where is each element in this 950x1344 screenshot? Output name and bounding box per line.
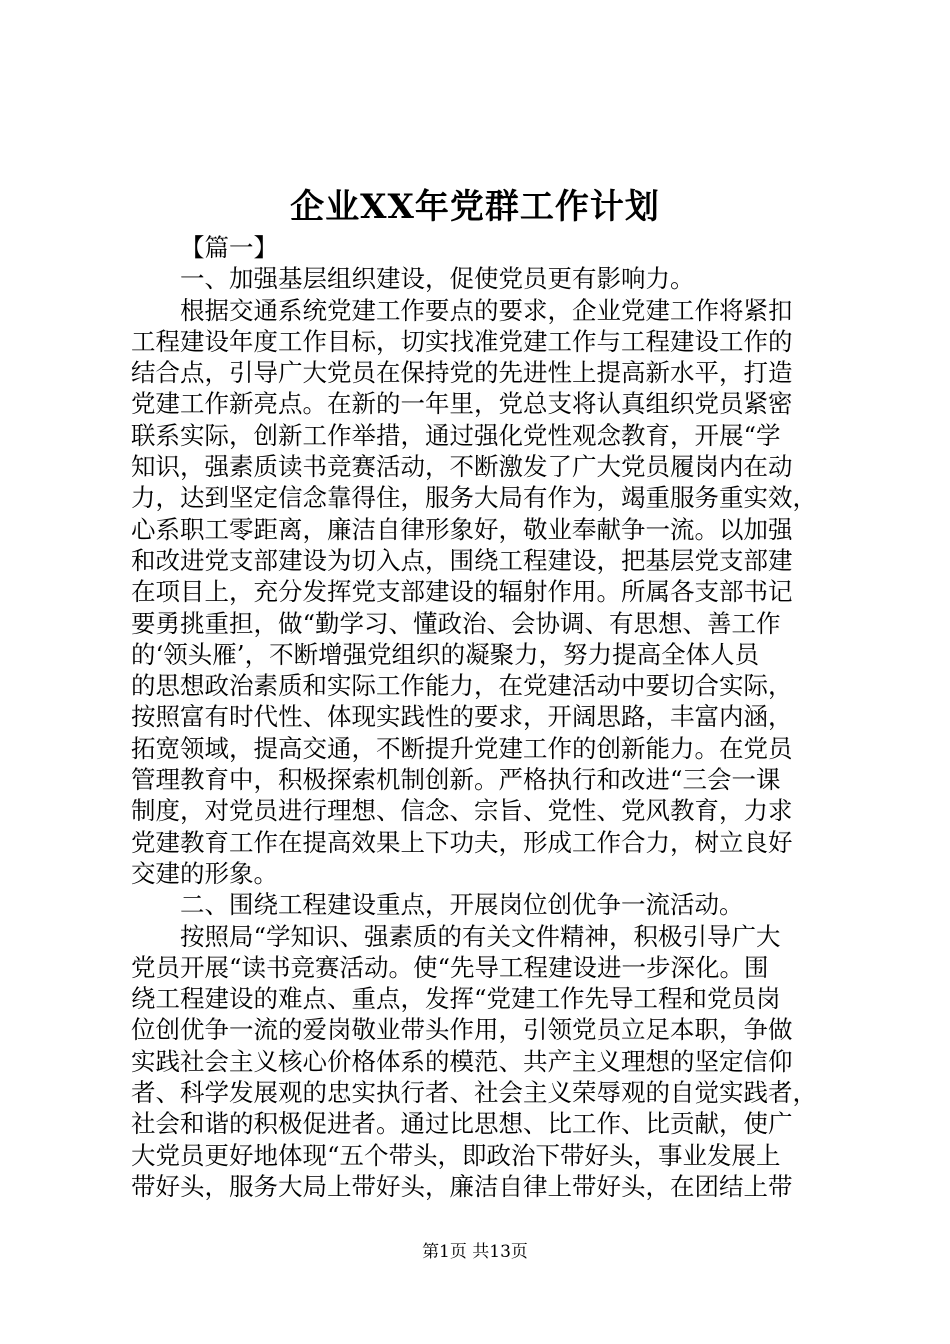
paragraph-line: 党员开展“读书竞赛活动。使“先导工程建设进一步深化。围 — [131, 952, 769, 982]
paragraph-line: 联系实际，创新工作举措，通过强化党性观念教育，开展“学 — [131, 420, 781, 450]
document-title: 企业XX年党群工作计划 — [290, 187, 660, 227]
paragraph-line: 交建的形象。 — [131, 858, 278, 888]
paragraph-line: 党建教育工作在提高效果上下功夫，形成工作合力，树立良好 — [131, 827, 793, 857]
paragraph-line: 带好头，服务大局上带好头，廉洁自律上带好头，在团结上带 — [131, 1171, 793, 1201]
paragraph-line: 拓宽领域，提高交通，不断提升党建工作的创新能力。在党员 — [131, 733, 793, 763]
paragraph-line: 根据交通系统党建工作要点的要求，企业党建工作将紧扣 — [180, 295, 793, 325]
document-body — [131, 232, 831, 1202]
section-label: 【篇一】 — [180, 233, 278, 262]
section-heading: 二、围绕工程建设重点，开展岗位创优争一流活动。 — [180, 890, 744, 920]
paragraph-line: 在项目上，充分发挥党支部建设的辐射作用。所属各支部书记 — [131, 577, 793, 607]
paragraph-line: 按照富有时代性、体现实践性的要求，开阔思路，丰富内涵， — [131, 702, 793, 732]
paragraph-line: 实践社会主义核心价格体系的模范、共产主义理想的坚定信仰 — [131, 1046, 793, 1076]
paragraph-line: 的‘领头雁’，不断增强党组织的凝聚力，努力提高全体人员 — [131, 639, 760, 669]
paragraph-line: 要勇挑重担，做“勤学习、懂政治、会协调、有思想、善工作 — [131, 608, 781, 638]
section-heading: 一、加强基层组织建设，促使党员更有影响力。 — [180, 264, 695, 294]
paragraph-line: 位创优争一流的爱岗敬业带头作用，引领党员立足本职，争做 — [131, 1015, 793, 1045]
paragraph-line: 者、科学发展观的忠实执行者、社会主义荣辱观的自觉实践者， — [131, 1078, 817, 1108]
page-footer: 第1页 共13页 — [422, 1242, 528, 1262]
paragraph-line: 管理教育中，积极探索机制创新。严格执行和改进“三会一课 — [131, 765, 781, 795]
paragraph-line: 制度，对党员进行理想、信念、宗旨、党性、党风教育，力求 — [131, 796, 793, 826]
paragraph-line: 工程建设年度工作目标，切实找准党建工作与工程建设工作的 — [131, 326, 793, 356]
paragraph-line: 社会和谐的积极促进者。通过比思想、比工作、比贡献，使广 — [131, 1109, 793, 1139]
paragraph-line: 的思想政治素质和实际工作能力，在党建活动中要切合实际， — [131, 671, 793, 701]
paragraph-line: 和改进党支部建设为切入点，围绕工程建设，把基层党支部建 — [131, 545, 793, 575]
paragraph-line: 知识，强素质读书竞赛活动，不断激发了广大党员履岗内在动 — [131, 452, 793, 482]
paragraph-line: 力，达到坚定信念靠得住，服务大局有作为，竭重服务重实效， — [131, 483, 817, 513]
paragraph-line: 心系职工零距离，廉洁自律形象好，敬业奉献争一流。以加强 — [131, 514, 793, 544]
paragraph-line: 党建工作新亮点。在新的一年里，党总支将认真组织党员紧密 — [131, 389, 793, 419]
paragraph-line: 结合点，引导广大党员在保持党的先进性上提高新水平，打造 — [131, 358, 793, 388]
paragraph-line: 绕工程建设的难点、重点，发挥“党建工作先导工程和党员岗 — [131, 984, 781, 1014]
paragraph-line: 按照局“学知识、强素质的有关文件精神，积极引导广大 — [180, 921, 781, 951]
paragraph-line: 大党员更好地体现“五个带头，即政治下带好头，事业发展上 — [131, 1140, 781, 1170]
